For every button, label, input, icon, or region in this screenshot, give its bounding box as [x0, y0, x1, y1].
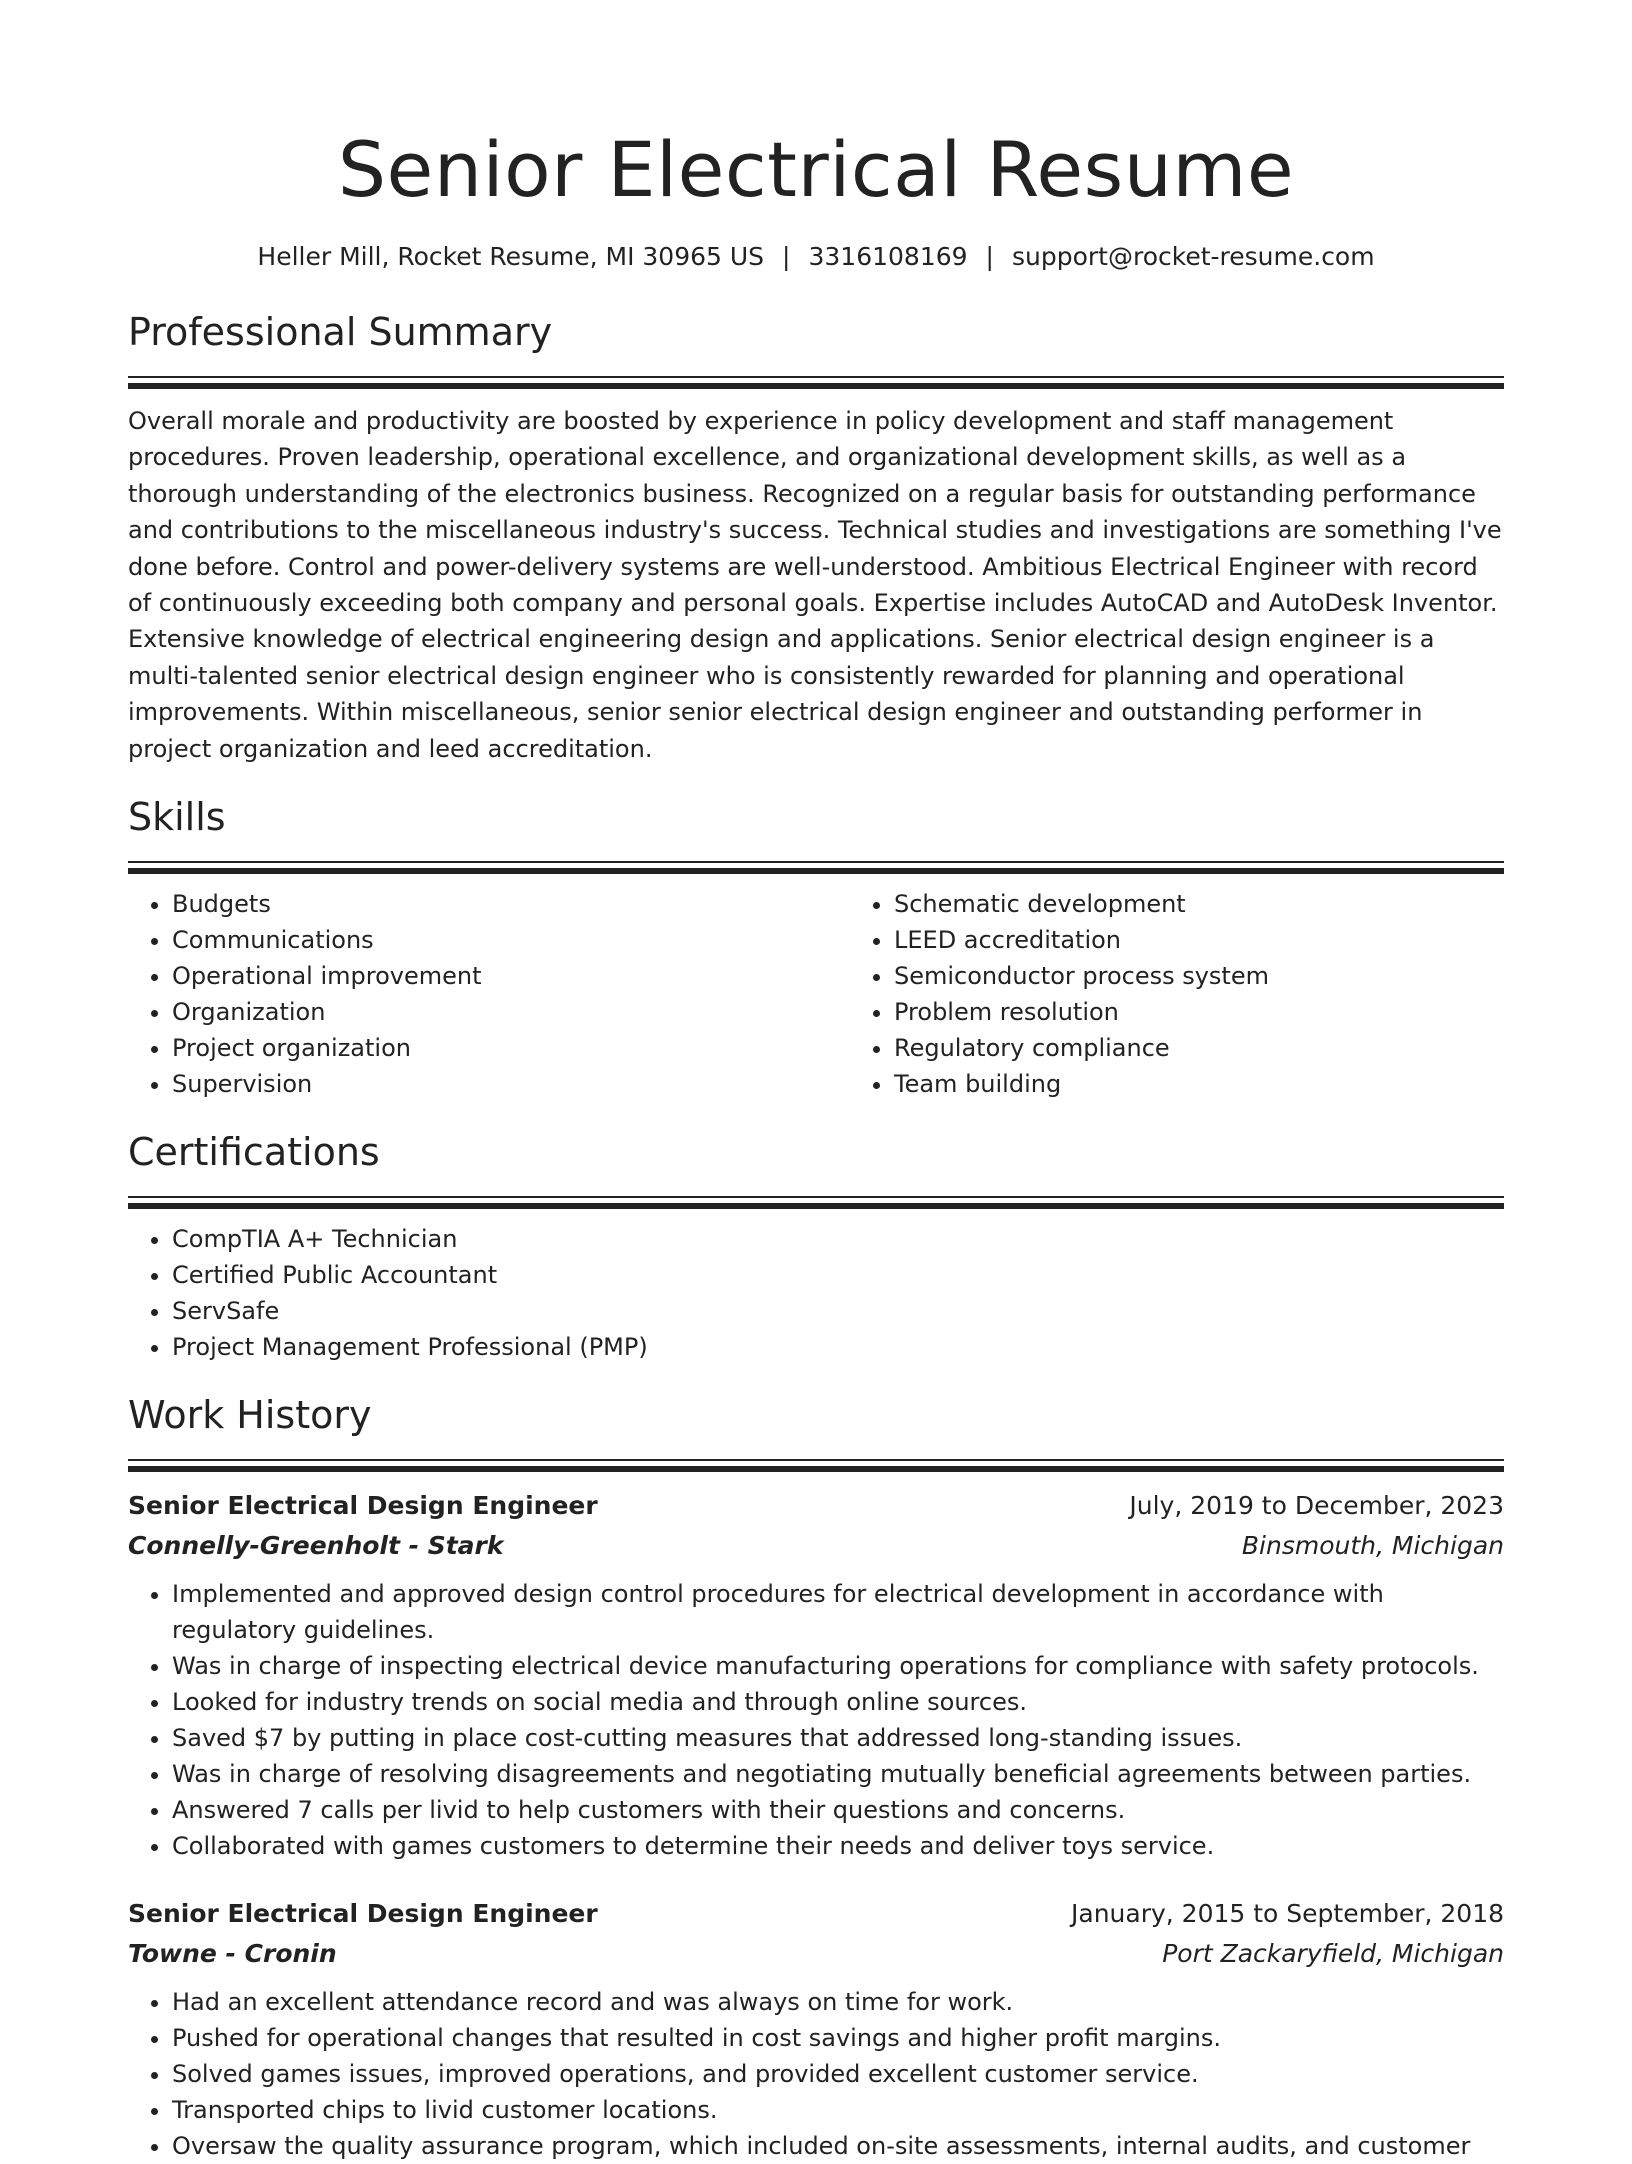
section-divider [128, 861, 1504, 863]
summary-text: Overall morale and productivity are boosted by experience in policy development and staff management procedures. Proven leadership, operational excellence, and organizational development skills, as well as a thorough understanding of the electronics business. Recognized on a regular basis for outstanding performance and contributions to the miscellaneous industry's success. Technical studies and investigations are something I've done before. Control and power-delivery systems are well-understood. Ambitious Electrical Engineer with record of continuously exceeding both company and personal goals. Expertise includes AutoCAD and AutoDesk Inventor. Extensive knowledge of electrical engineering design and applications. Senior electrical design engineer is a multi-talented senior electrical design engineer who is consistently rewarded for planning and operational improvements. Within miscellaneous, senior senior electrical design engineer and outstanding performer in project organization and leed accreditation. [128, 407, 1502, 763]
skill-item: • Semiconductor process system [894, 958, 1504, 994]
certification-item: • Project Management Professional (PMP) [172, 1329, 1504, 1365]
certifications-list [128, 1221, 1504, 1365]
job-subheader [128, 1934, 1504, 1974]
job-header [128, 1486, 1504, 1526]
section-heading-summary: Professional Summary [128, 310, 553, 354]
job-duty: • Implemented and approved design control procedures for electrical development in accordance with regulatory guidelines. [172, 1576, 1504, 1648]
job-title: Senior Electrical Design Engineer [128, 1899, 598, 1929]
section-divider [128, 1203, 1504, 1209]
section-divider [128, 868, 1504, 874]
job-company: Towne - Cronin [128, 1939, 337, 1969]
job-duty: • Looked for industry trends on social media and through online sources. [172, 1684, 1504, 1720]
skill-item: • Operational improvement [172, 958, 850, 994]
job-dates: July, 2019 to December, 2023 [1129, 1491, 1504, 1521]
job-duty: • Solved games issues, improved operations, and provided excellent customer service. [172, 2056, 1504, 2092]
skill-item: • Project organization [172, 1030, 850, 1066]
job-duty: • Pushed for operational changes that resulted in cost savings and higher profit margins. [172, 2020, 1504, 2056]
job-duty: • Answered 7 calls per livid to help customers with their questions and concerns. [172, 1792, 1504, 1828]
job-subheader [128, 1526, 1504, 1566]
skill-item: • Organization [172, 994, 850, 1030]
skills-columns [128, 886, 1504, 1102]
skill-item: • Schematic development [894, 886, 1504, 922]
contact-separator: | [985, 242, 994, 271]
job-entry [128, 1894, 1504, 2164]
job-location: Binsmouth, Michigan [1241, 1531, 1504, 1561]
work-history-section [128, 1391, 1504, 2164]
job-location: Port Zackaryfield, Michigan [1162, 1939, 1504, 1969]
skills-list-left [128, 886, 850, 1102]
job-entry [128, 1486, 1504, 1864]
job-duties [128, 1576, 1504, 1864]
skill-item: • Supervision [172, 1066, 850, 1102]
job-duty: • Was in charge of inspecting electrical device manufacturing operations for compliance with safety protocols. [172, 1648, 1504, 1684]
job-duties [128, 1984, 1504, 2164]
section-divider [128, 383, 1504, 389]
certifications-section [128, 1128, 1504, 1365]
job-duty: • Had an excellent attendance record and was always on time for work. [172, 1984, 1504, 2020]
skill-item: • Budgets [172, 886, 850, 922]
section-heading-skills: Skills [128, 795, 226, 840]
contact-address: Heller Mill, Rocket Resume, MI 30965 US [257, 242, 765, 271]
summary-section [128, 308, 1504, 767]
skill-item: • Communications [172, 922, 850, 958]
job-header [128, 1894, 1504, 1934]
skill-item: • Regulatory compliance [894, 1030, 1504, 1066]
skill-item: • Team building [894, 1066, 1504, 1102]
section-divider [128, 1466, 1504, 1472]
job-title: Senior Electrical Design Engineer [128, 1491, 598, 1521]
resume-title: Senior Electrical Resume [337, 125, 1295, 214]
contact-email[interactable]: support@rocket-resume.com [1011, 242, 1375, 271]
section-heading-certifications: Certifications [128, 1130, 380, 1175]
job-duty: • Oversaw the quality assurance program, which included on-site assessments, internal audits, and customer [172, 2128, 1504, 2164]
certification-item: • Certified Public Accountant [172, 1257, 1504, 1293]
section-divider [128, 1196, 1504, 1198]
contact-line [128, 240, 1504, 274]
certification-item: • CompTIA A+ Technician [172, 1221, 1504, 1257]
skills-list-right [850, 886, 1504, 1102]
section-divider [128, 376, 1504, 378]
resume-page [128, 0, 1504, 2164]
job-duty: • Collaborated with games customers to determine their needs and deliver toys service. [172, 1828, 1504, 1864]
job-duty: • Was in charge of resolving disagreements and negotiating mutually beneficial agreements between parties. [172, 1756, 1504, 1792]
job-duty: • Saved $7 by putting in place cost-cutting measures that addressed long-standing issues. [172, 1720, 1504, 1756]
contact-phone[interactable]: 3316108169 [808, 242, 968, 271]
section-divider [128, 1459, 1504, 1461]
skills-section [128, 793, 1504, 1102]
certification-item: • ServSafe [172, 1293, 1504, 1329]
section-heading-work-history: Work History [128, 1393, 372, 1438]
job-company: Connelly-Greenholt - Stark [128, 1531, 504, 1561]
skill-item: • LEED accreditation [894, 922, 1504, 958]
job-duty: • Transported chips to livid customer locations. [172, 2092, 1504, 2128]
contact-separator: | [782, 242, 791, 271]
skill-item: • Problem resolution [894, 994, 1504, 1030]
job-dates: January, 2015 to September, 2018 [1071, 1899, 1504, 1929]
